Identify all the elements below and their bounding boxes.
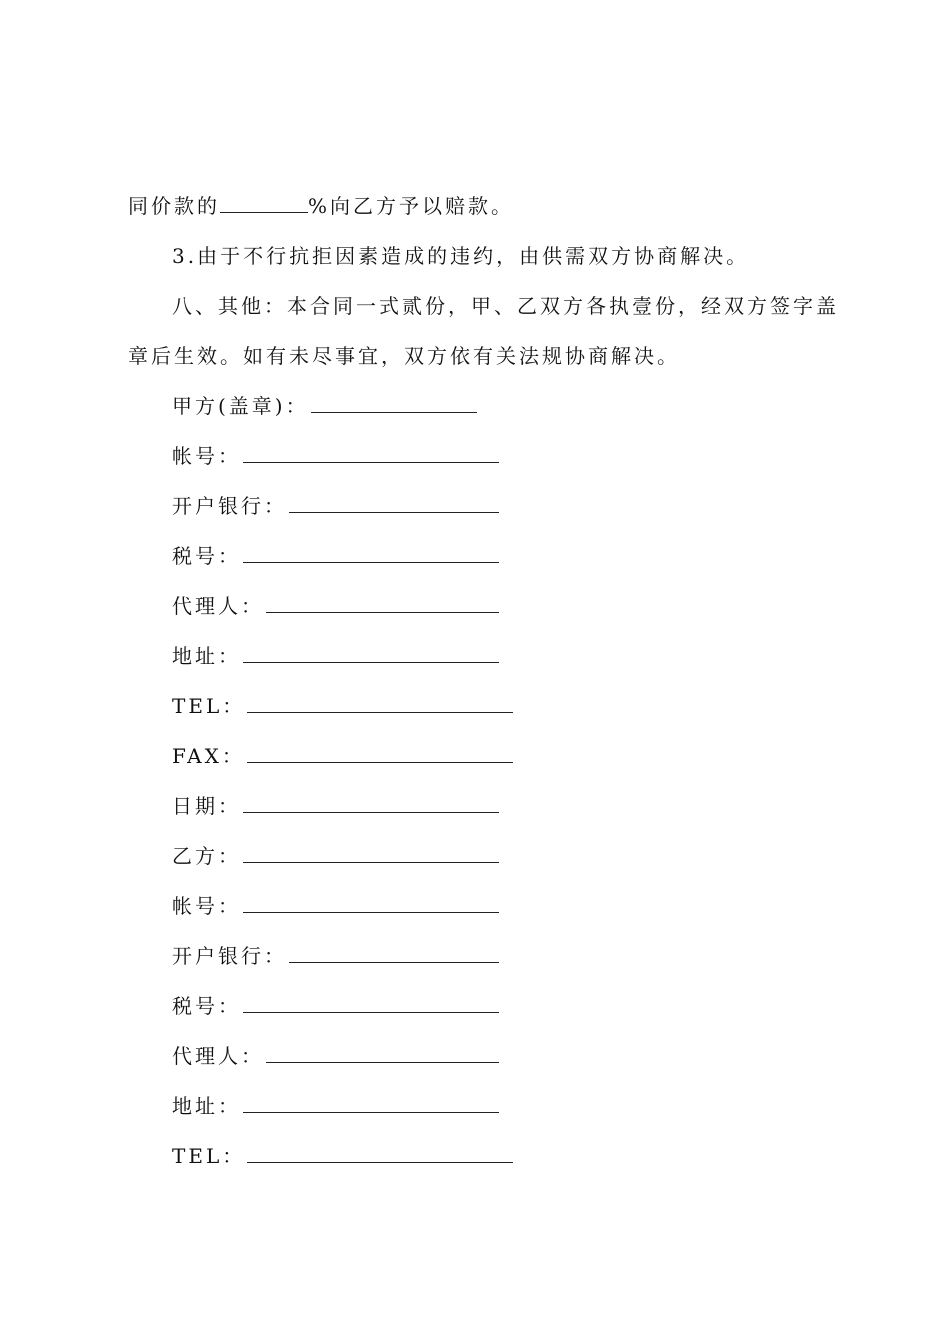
- other-clause-line-2: 章后生效。如有未尽事宜，双方依有关法规协商解决。: [128, 344, 680, 368]
- field-label: TEL：: [172, 694, 246, 718]
- party-b-bank-blank[interactable]: [289, 944, 499, 963]
- party-a-agent-field: [172, 592, 499, 620]
- field-label: FAX：: [172, 744, 245, 768]
- party-a-tel-field: [172, 692, 513, 720]
- party-b-address-field: [172, 1092, 499, 1120]
- compensation-text-end: %向乙方予以赔款。: [308, 194, 515, 218]
- party-b-tax-field: [172, 992, 499, 1020]
- party-b-agent-blank[interactable]: [266, 1044, 499, 1063]
- party-a-bank-field: [172, 492, 499, 520]
- party-a-tel-blank[interactable]: [247, 694, 513, 713]
- party-a-address-blank[interactable]: [243, 644, 499, 663]
- field-label: 开户银行：: [172, 494, 287, 518]
- party-b-address-blank[interactable]: [243, 1094, 499, 1113]
- party-b-agent-field: [172, 1042, 499, 1070]
- field-label: 帐号：: [172, 444, 241, 468]
- party-a-seal-blank[interactable]: [311, 394, 477, 413]
- field-label: 税号：: [172, 544, 241, 568]
- field-label: 代理人：: [172, 594, 264, 618]
- field-label: 地址：: [172, 644, 241, 668]
- party-a-seal-field: [172, 392, 477, 420]
- other-clause-line-1: 八、其他：本合同一式贰份，甲、乙双方各执壹份，经双方签字盖: [172, 294, 839, 318]
- party-a-account-blank[interactable]: [243, 444, 499, 463]
- party-a-agent-blank[interactable]: [266, 594, 499, 613]
- party-b-bank-field: [172, 942, 499, 970]
- compensation-clause: [128, 192, 514, 220]
- party-a-tax-blank[interactable]: [243, 544, 499, 563]
- percent-blank[interactable]: [220, 192, 308, 213]
- party-a-fax-field: [172, 742, 513, 770]
- field-label: 帐号：: [172, 894, 241, 918]
- party-a-date-field: [172, 792, 499, 820]
- party-b-title: 乙方：: [172, 844, 241, 868]
- compensation-text-start: 同价款的: [128, 194, 220, 218]
- party-a-title: 甲方(盖章)：: [172, 394, 309, 418]
- field-label: 税号：: [172, 994, 241, 1018]
- party-b-field: [172, 842, 499, 870]
- party-b-tel-field: [172, 1142, 513, 1170]
- party-b-account-blank[interactable]: [243, 894, 499, 913]
- party-a-tax-field: [172, 542, 499, 570]
- field-label: 开户银行：: [172, 944, 287, 968]
- party-a-bank-blank[interactable]: [289, 494, 499, 513]
- party-b-tax-blank[interactable]: [243, 994, 499, 1013]
- party-a-account-field: [172, 442, 499, 470]
- field-label: 地址：: [172, 1094, 241, 1118]
- party-b-account-field: [172, 892, 499, 920]
- party-a-date-blank[interactable]: [243, 794, 499, 813]
- party-b-blank[interactable]: [243, 844, 499, 863]
- party-a-address-field: [172, 642, 499, 670]
- party-b-tel-blank[interactable]: [247, 1144, 513, 1163]
- field-label: 代理人：: [172, 1044, 264, 1068]
- field-label: TEL：: [172, 1144, 246, 1168]
- force-majeure-clause: 3.由于不行抗拒因素造成的违约，由供需双方协商解决。: [172, 244, 750, 268]
- field-label: 日期：: [172, 794, 241, 818]
- party-a-fax-blank[interactable]: [247, 744, 513, 763]
